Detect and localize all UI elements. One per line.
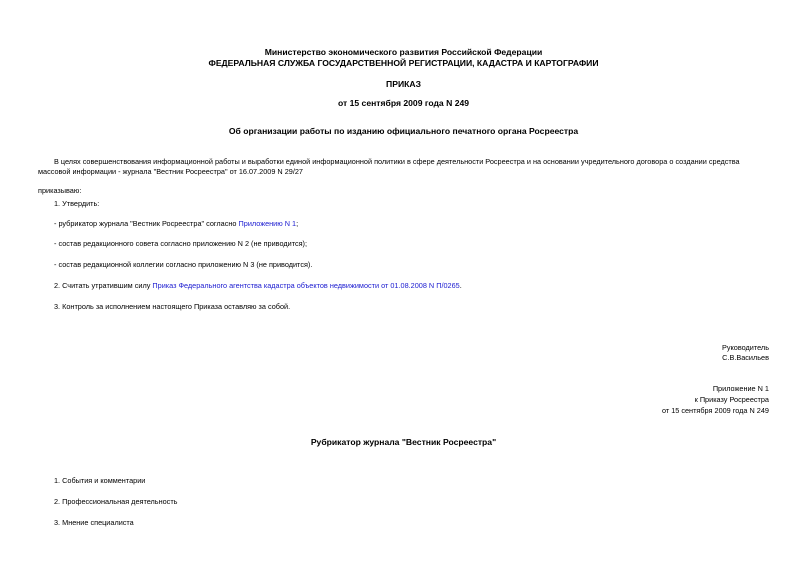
- signatory-name: С.В.Васильев: [722, 353, 769, 362]
- document-title: Об организации работы по изданию официального печатного органа Росреестра: [228, 126, 579, 136]
- document-date-number: от 15 сентября 2009 года N 249: [337, 98, 470, 108]
- service-name: ФЕДЕРАЛЬНАЯ СЛУЖБА ГОСУДАРСТВЕННОЙ РЕГИСТРАЦИИ, КАДАСТРА И КАРТОГРАФИИ: [208, 58, 599, 68]
- order-word: приказываю:: [38, 186, 82, 195]
- sub-item-rubricator-end: ;: [296, 219, 299, 228]
- item-2: [54, 281, 462, 291]
- item-3: 3. Контроль за исполнением настоящего Приказа оставляю за собой.: [54, 302, 291, 311]
- list-item: 2. Профессиональная деятельность: [54, 497, 178, 506]
- item-1: 1. Утвердить:: [54, 199, 100, 208]
- item-2-text: 2. Считать утратившим силу: [54, 281, 153, 290]
- signatory-position: Руководитель: [721, 343, 769, 352]
- document-type: ПРИКАЗ: [386, 79, 421, 89]
- list-item: 3. Мнение специалиста: [54, 518, 134, 527]
- ministry-name: Министерство экономического развития Российской Федерации: [264, 47, 543, 57]
- sub-item-council: - состав редакционного совета согласно приложению N 2 (не приводится);: [54, 239, 308, 248]
- intro-paragraph: В целях совершенствования информационной работы и выработки единой информационной политики в сфере деятельности Росреестра и на основании учредительного договора о создании средства массовой информации - журнала "Вестник Росреестра" от 16.07.2009 N 29/27: [38, 157, 740, 176]
- appendix-date: от 15 сентября 2009 года N 249: [661, 406, 769, 415]
- sub-item-board: - состав редакционной коллегии согласно приложению N 3 (не приводится).: [54, 260, 313, 269]
- appendix-title: Рубрикатор журнала "Вестник Росреестра": [310, 437, 497, 447]
- appendix-ref: к Приказу Росреестра: [694, 395, 769, 404]
- list-item: 1. События и комментарии: [54, 476, 146, 485]
- appendix-1-link[interactable]: Приложению N 1: [238, 219, 297, 228]
- repealed-order-link[interactable]: Приказ Федерального агентства кадастра объектов недвижимости от 01.08.2008 N П/0265: [152, 281, 460, 290]
- sub-item-rubricator: [54, 219, 298, 229]
- appendix-label: Приложение N 1: [712, 384, 769, 393]
- sub-item-rubricator-text: - рубрикатор журнала "Вестник Росреестра" согласно: [54, 219, 239, 228]
- item-2-end: .: [459, 281, 462, 290]
